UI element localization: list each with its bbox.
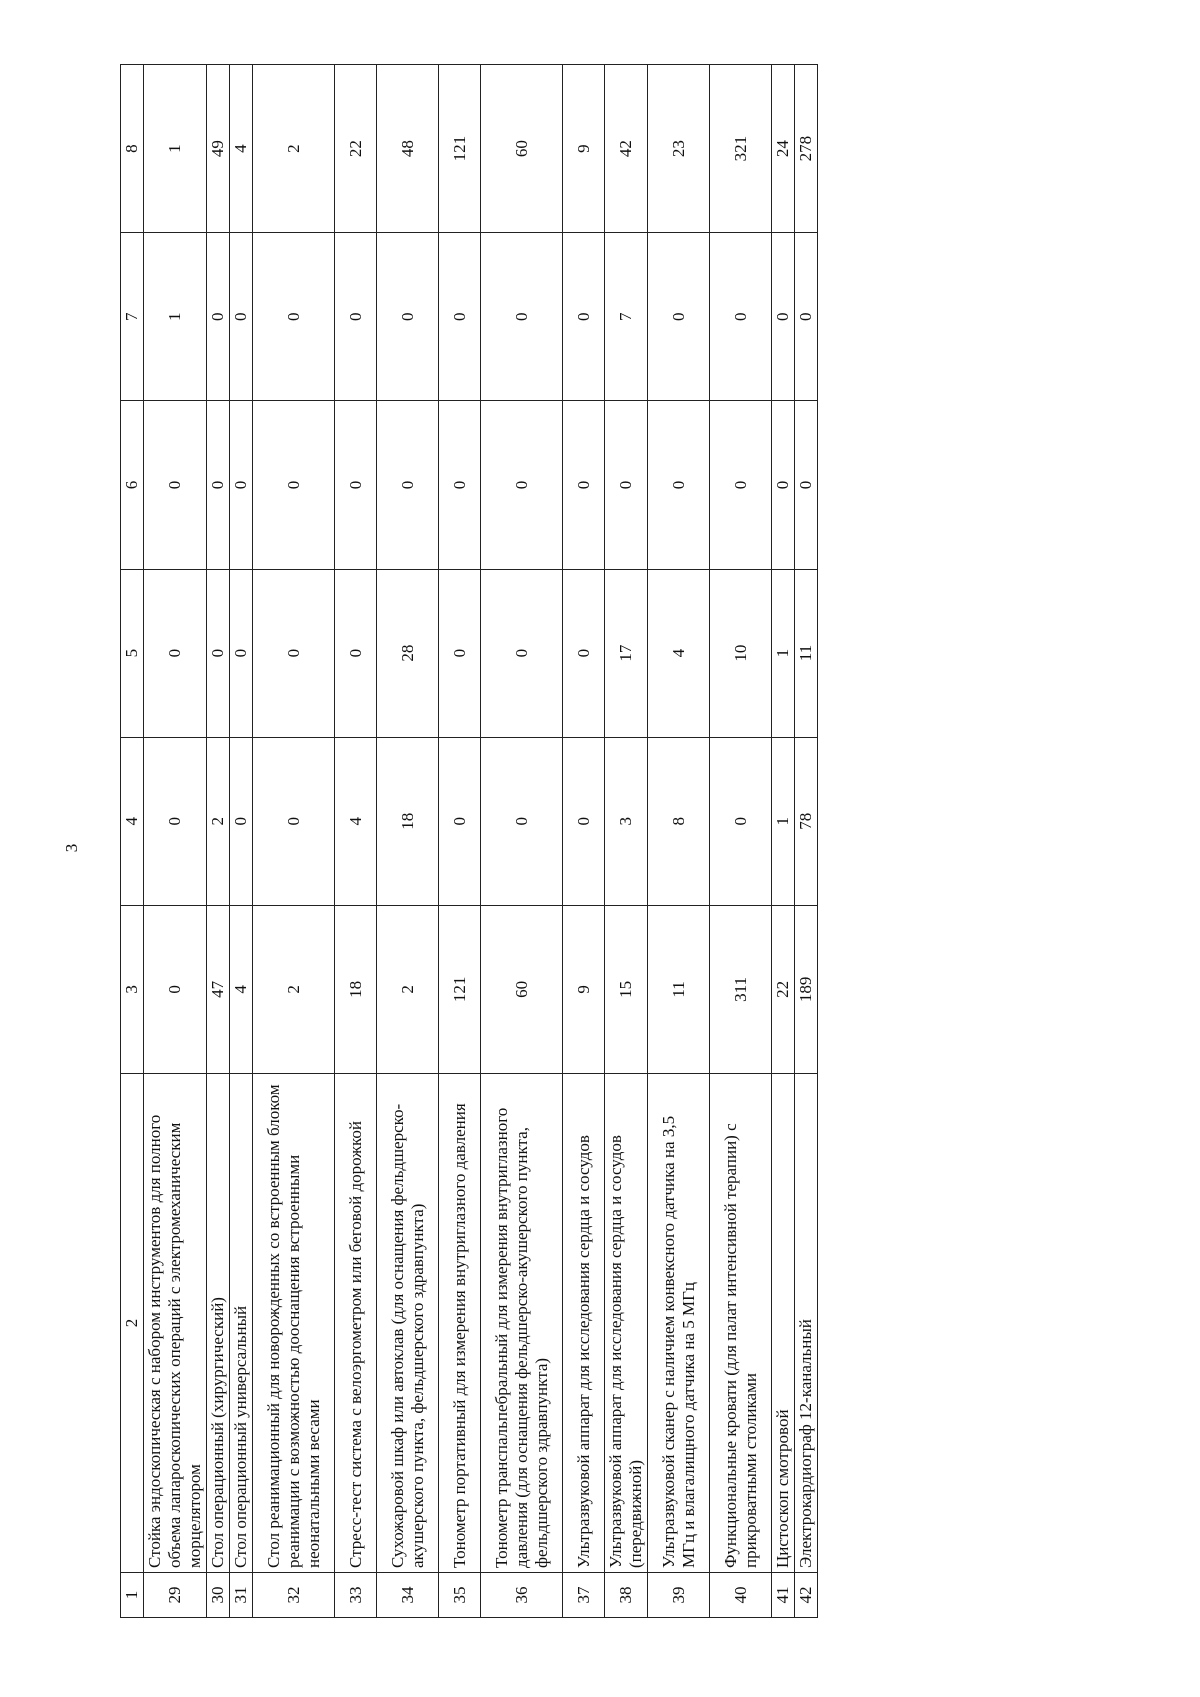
column-8-cell: 23	[648, 65, 710, 233]
column-6-cell: 0	[710, 401, 772, 569]
table-row	[710, 65, 772, 1618]
table-row	[144, 65, 207, 1618]
column-8-cell: 4	[230, 65, 253, 233]
row-number-cell: 35	[439, 1573, 481, 1618]
equipment-name-cell: Электрокардиограф 12-канальный	[795, 1074, 818, 1573]
column-6-cell: 0	[772, 401, 795, 569]
column-header-2: 2	[121, 1074, 144, 1573]
column-7-cell: 0	[795, 233, 818, 401]
column-header-7: 7	[121, 233, 144, 401]
column-3-cell: 4	[230, 905, 253, 1073]
table-row	[772, 65, 795, 1618]
column-4-cell: 0	[144, 737, 207, 905]
row-number-cell: 29	[144, 1573, 207, 1618]
column-6-cell: 0	[377, 401, 439, 569]
table-row	[439, 65, 481, 1618]
column-3-cell: 11	[648, 905, 710, 1073]
column-header-6: 6	[121, 401, 144, 569]
column-5-cell: 0	[207, 569, 230, 737]
column-7-cell: 0	[439, 233, 481, 401]
column-8-cell: 22	[335, 65, 377, 233]
column-3-cell: 189	[795, 905, 818, 1073]
equipment-name-cell: Стол реанимационный для новорожденных со встроенным блоком реанимации с возможностью дооснащения встроенными неонатальными весами	[253, 1074, 335, 1573]
row-number-cell: 33	[335, 1573, 377, 1618]
column-7-cell: 0	[335, 233, 377, 401]
row-number-cell: 36	[481, 1573, 563, 1618]
row-number-cell: 42	[795, 1573, 818, 1618]
column-3-cell: 311	[710, 905, 772, 1073]
column-8-cell: 278	[795, 65, 818, 233]
equipment-name-cell: Стол операционный универсальный	[230, 1074, 253, 1573]
table-row	[207, 65, 230, 1618]
table-row	[605, 65, 648, 1618]
row-number-cell: 39	[648, 1573, 710, 1618]
column-5-cell: 28	[377, 569, 439, 737]
column-8-cell: 2	[253, 65, 335, 233]
column-4-cell: 18	[377, 737, 439, 905]
column-3-cell: 2	[253, 905, 335, 1073]
column-7-cell: 0	[230, 233, 253, 401]
column-8-cell: 121	[439, 65, 481, 233]
column-7-cell: 1	[144, 233, 207, 401]
column-3-cell: 9	[563, 905, 605, 1073]
column-5-cell: 4	[648, 569, 710, 737]
column-4-cell: 3	[605, 737, 648, 905]
column-5-cell: 0	[230, 569, 253, 737]
column-8-cell: 9	[563, 65, 605, 233]
column-header-4: 4	[121, 737, 144, 905]
column-3-cell: 22	[772, 905, 795, 1073]
column-4-cell: 0	[230, 737, 253, 905]
column-header-5: 5	[121, 569, 144, 737]
column-7-cell: 0	[648, 233, 710, 401]
table-row	[335, 65, 377, 1618]
row-number-cell: 31	[230, 1573, 253, 1618]
row-number-cell: 34	[377, 1573, 439, 1618]
column-8-cell: 48	[377, 65, 439, 233]
row-number-cell: 30	[207, 1573, 230, 1618]
table-row	[481, 65, 563, 1618]
equipment-name-cell: Стол операционный (хирургический)	[207, 1074, 230, 1573]
column-3-cell: 2	[377, 905, 439, 1073]
equipment-name-cell: Функциональные кровати (для палат интенсивной терапии) с прикроватными столиками	[710, 1074, 772, 1573]
column-7-cell: 0	[772, 233, 795, 401]
equipment-name-cell: Ультразвуковой аппарат для исследования сердца и сосудов	[563, 1074, 605, 1573]
column-7-cell: 0	[207, 233, 230, 401]
column-4-cell: 78	[795, 737, 818, 905]
column-7-cell: 0	[253, 233, 335, 401]
column-header-3: 3	[121, 905, 144, 1073]
equipment-name-cell: Сухожаровой шкаф или автоклав (для оснащения фельдшерско-акушерского пункта, фельдшерского здравпункта)	[377, 1074, 439, 1573]
column-8-cell: 42	[605, 65, 648, 233]
column-3-cell: 15	[605, 905, 648, 1073]
column-7-cell: 0	[377, 233, 439, 401]
column-7-cell: 7	[605, 233, 648, 401]
column-7-cell: 0	[563, 233, 605, 401]
column-6-cell: 0	[563, 401, 605, 569]
column-number-header-row	[121, 65, 144, 1618]
column-3-cell: 60	[481, 905, 563, 1073]
row-number-cell: 32	[253, 1573, 335, 1618]
equipment-name-cell: Тонометр транспальпебральный для измерения внутриглазного давления (для оснащения фельдшерско-акушерского пункта, фельдшерского здравпункта)	[481, 1074, 563, 1573]
column-5-cell: 0	[481, 569, 563, 737]
equipment-name-cell: Тонометр портативный для измерения внутриглазного давления	[439, 1074, 481, 1573]
table-row	[563, 65, 605, 1618]
equipment-name-cell: Стресс-тест система с велоэргометром или беговой дорожкой	[335, 1074, 377, 1573]
column-3-cell: 0	[144, 905, 207, 1073]
column-6-cell: 0	[481, 401, 563, 569]
column-6-cell: 0	[253, 401, 335, 569]
equipment-name-cell: Ультразвуковой сканер с наличием конвексного датчика на 3,5 МГц и влагалищного датчика на 5 МГц	[648, 1074, 710, 1573]
column-6-cell: 0	[207, 401, 230, 569]
column-3-cell: 18	[335, 905, 377, 1073]
column-6-cell: 0	[648, 401, 710, 569]
equipment-table	[120, 64, 818, 1618]
table-row	[648, 65, 710, 1618]
column-4-cell: 0	[710, 737, 772, 905]
column-8-cell: 24	[772, 65, 795, 233]
column-8-cell: 321	[710, 65, 772, 233]
column-5-cell: 11	[795, 569, 818, 737]
column-4-cell: 0	[253, 737, 335, 905]
table-body	[144, 65, 818, 1618]
column-6-cell: 0	[335, 401, 377, 569]
column-8-cell: 49	[207, 65, 230, 233]
column-header-1: 1	[121, 1573, 144, 1618]
column-4-cell: 1	[772, 737, 795, 905]
equipment-name-cell: Цистоскоп смотровой	[772, 1074, 795, 1573]
column-7-cell: 0	[710, 233, 772, 401]
equipment-name-cell: Стойка эндоскопическая с набором инструментов для полного объема лапароскопических операций с электромеханическим морцелятором	[144, 1074, 207, 1573]
column-6-cell: 0	[795, 401, 818, 569]
page-number: 3	[62, 843, 81, 853]
column-4-cell: 8	[648, 737, 710, 905]
column-5-cell: 0	[144, 569, 207, 737]
column-7-cell: 0	[481, 233, 563, 401]
column-header-8: 8	[121, 65, 144, 233]
table-row	[377, 65, 439, 1618]
column-4-cell: 0	[439, 737, 481, 905]
column-3-cell: 47	[207, 905, 230, 1073]
column-4-cell: 2	[207, 737, 230, 905]
row-number-cell: 38	[605, 1573, 648, 1618]
column-8-cell: 1	[144, 65, 207, 233]
equipment-name-cell: Ультразвуковой аппарат для исследования сердца и сосудов (передвижной)	[605, 1074, 648, 1573]
row-number-cell: 41	[772, 1573, 795, 1618]
column-4-cell: 4	[335, 737, 377, 905]
row-number-cell: 37	[563, 1573, 605, 1618]
table-row	[253, 65, 335, 1618]
row-number-cell: 40	[710, 1573, 772, 1618]
column-6-cell: 0	[605, 401, 648, 569]
table-row	[230, 65, 253, 1618]
column-5-cell: 1	[772, 569, 795, 737]
column-8-cell: 60	[481, 65, 563, 233]
column-5-cell: 10	[710, 569, 772, 737]
column-5-cell: 0	[335, 569, 377, 737]
column-5-cell: 17	[605, 569, 648, 737]
column-4-cell: 0	[481, 737, 563, 905]
column-4-cell: 0	[563, 737, 605, 905]
column-5-cell: 0	[253, 569, 335, 737]
column-5-cell: 0	[563, 569, 605, 737]
column-3-cell: 121	[439, 905, 481, 1073]
column-6-cell: 0	[439, 401, 481, 569]
column-5-cell: 0	[439, 569, 481, 737]
table-row	[795, 65, 818, 1618]
column-6-cell: 0	[144, 401, 207, 569]
column-6-cell: 0	[230, 401, 253, 569]
